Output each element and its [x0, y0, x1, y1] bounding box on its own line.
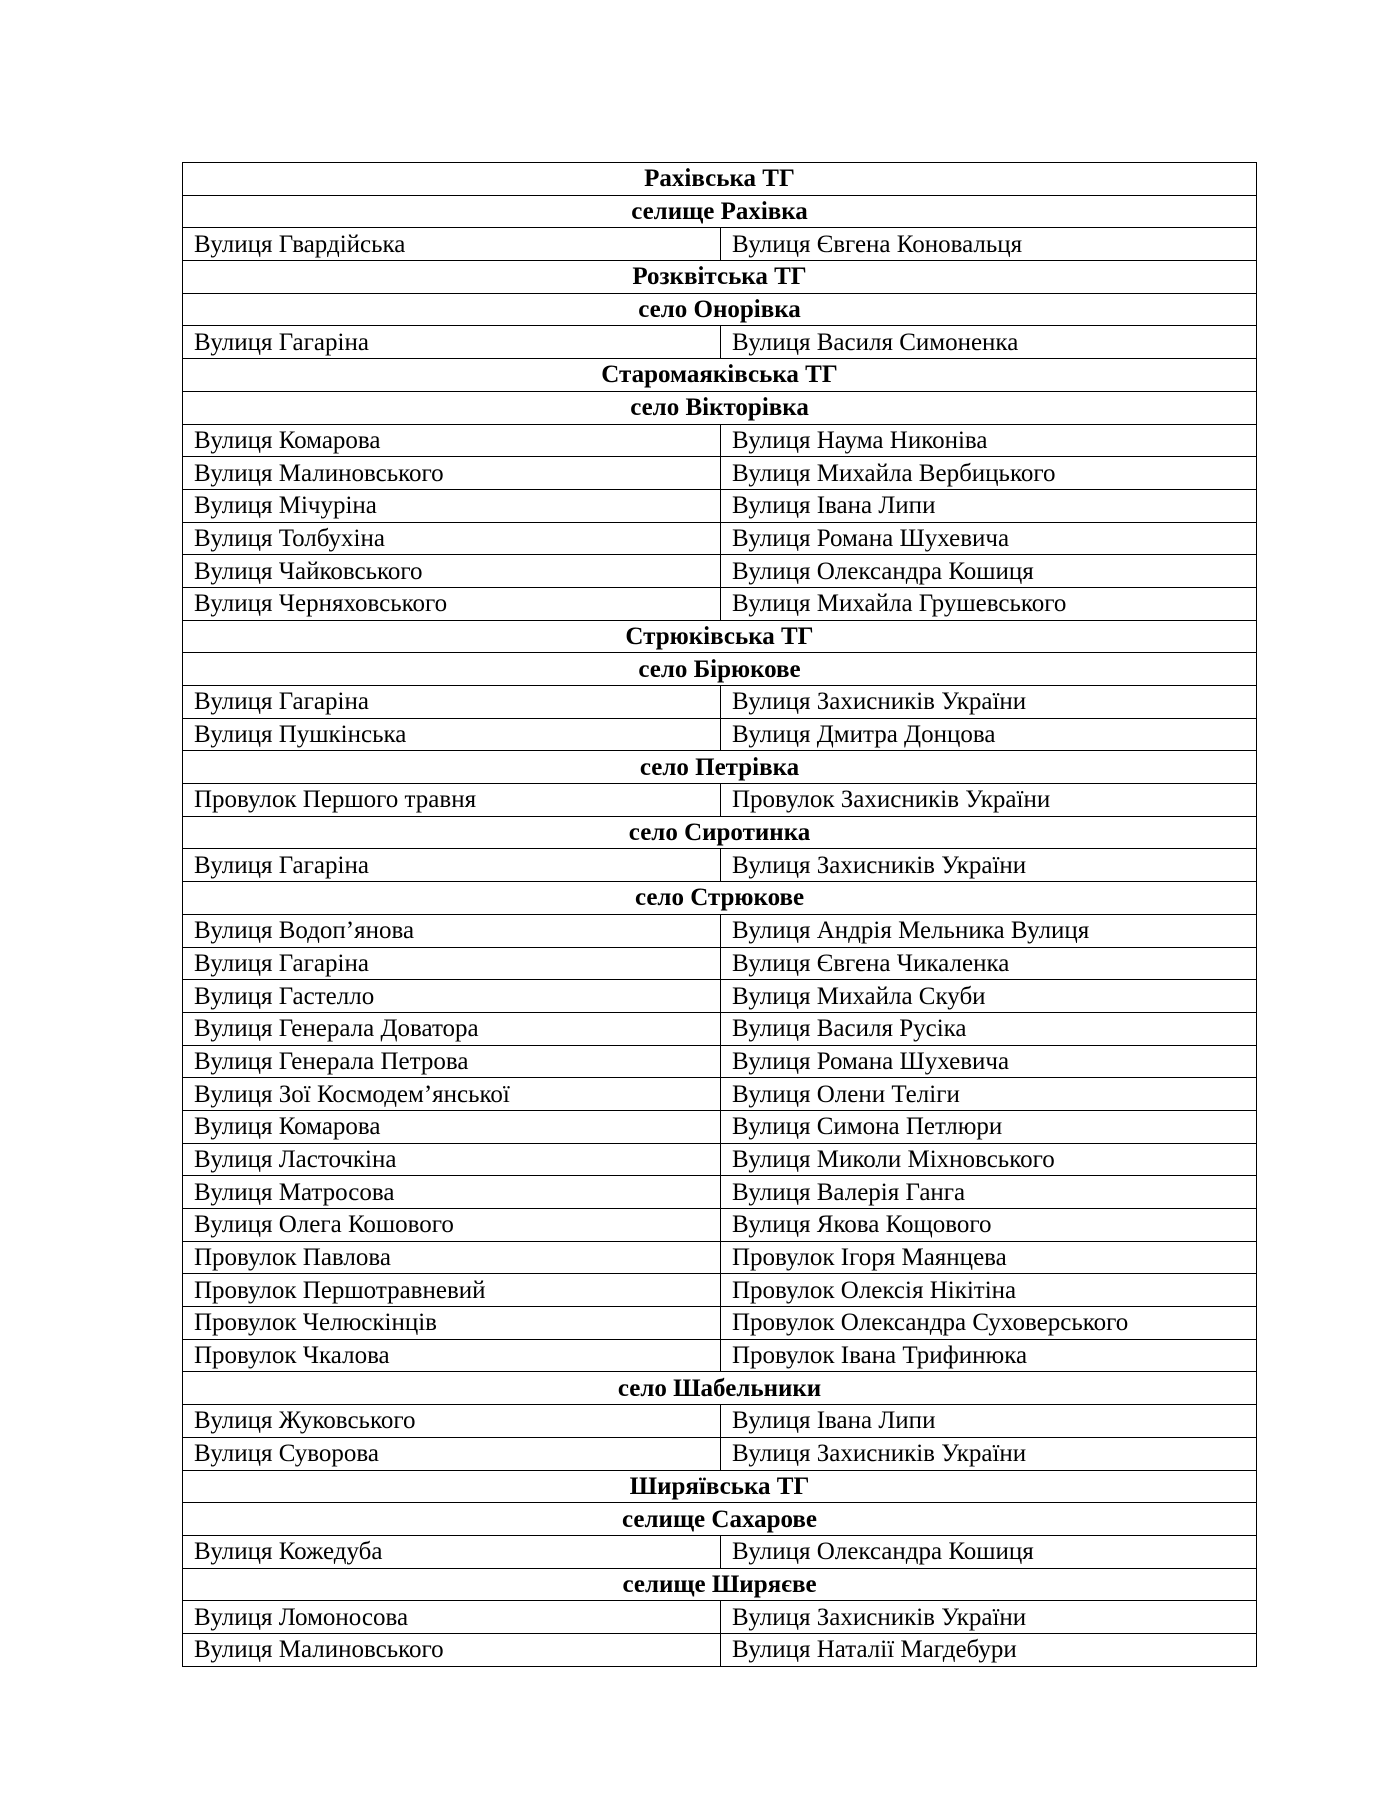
new-street-name: Вулиця Наталії Магдебури	[721, 1633, 1257, 1666]
new-street-name: Вулиця Василя Русіка	[721, 1012, 1257, 1045]
settlement-header-row	[183, 391, 1257, 424]
old-street-name: Вулиця Гагаріна	[183, 849, 721, 882]
community-name: Рахівська ТГ	[183, 163, 1257, 196]
table-row	[183, 947, 1257, 980]
table-row	[183, 686, 1257, 719]
old-street-name: Вулиця Мічуріна	[183, 489, 721, 522]
new-street-name: Вулиця Захисників України	[721, 686, 1257, 719]
community-header-row	[183, 163, 1257, 196]
new-street-name: Вулиця Захисників України	[721, 1601, 1257, 1634]
settlement-header-row	[183, 1503, 1257, 1536]
table-row	[183, 555, 1257, 588]
old-street-name: Вулиця Кожедуба	[183, 1535, 721, 1568]
new-street-name: Вулиця Романа Шухевича	[721, 1045, 1257, 1078]
new-street-name: Вулиця Якова Кощового	[721, 1209, 1257, 1242]
old-street-name: Вулиця Черняховського	[183, 587, 721, 620]
table-row	[183, 1307, 1257, 1340]
settlement-name: село Вікторівка	[183, 391, 1257, 424]
old-street-name: Провулок Павлова	[183, 1241, 721, 1274]
old-street-name: Вулиця Водоп’янова	[183, 914, 721, 947]
new-street-name: Вулиця Михайла Грушевського	[721, 587, 1257, 620]
table-row	[183, 1339, 1257, 1372]
community-header-row	[183, 620, 1257, 653]
settlement-name: село Бірюкове	[183, 653, 1257, 686]
old-street-name: Вулиця Олега Кошового	[183, 1209, 721, 1242]
old-street-name: Вулиця Толбухіна	[183, 522, 721, 555]
new-street-name: Вулиця Олександра Кошиця	[721, 555, 1257, 588]
settlement-header-row	[183, 195, 1257, 228]
table-row	[183, 1209, 1257, 1242]
old-street-name: Вулиця Ласточкіна	[183, 1143, 721, 1176]
old-street-name: Вулиця Гагаріна	[183, 947, 721, 980]
table-row	[183, 522, 1257, 555]
community-header-row	[183, 261, 1257, 294]
old-street-name: Вулиця Гагаріна	[183, 326, 721, 359]
table-row	[183, 1078, 1257, 1111]
table-row	[183, 1045, 1257, 1078]
settlement-header-row	[183, 751, 1257, 784]
old-street-name: Вулиця Пушкінська	[183, 718, 721, 751]
new-street-name: Вулиця Василя Симоненка	[721, 326, 1257, 359]
table-row	[183, 424, 1257, 457]
table-row	[183, 718, 1257, 751]
new-street-name: Вулиця Олександра Кошиця	[721, 1535, 1257, 1568]
settlement-header-row	[183, 882, 1257, 915]
table-row	[183, 1241, 1257, 1274]
table-row	[183, 1176, 1257, 1209]
old-street-name: Вулиця Комарова	[183, 424, 721, 457]
new-street-name: Вулиця Євгена Чикаленка	[721, 947, 1257, 980]
table-row	[183, 1110, 1257, 1143]
table-row	[183, 1535, 1257, 1568]
community-header-row	[183, 1470, 1257, 1503]
table-row	[183, 457, 1257, 490]
table-row	[183, 587, 1257, 620]
new-street-name: Вулиця Валерія Ганга	[721, 1176, 1257, 1209]
new-street-name: Вулиця Андрія Мельника Вулиця	[721, 914, 1257, 947]
new-street-name: Провулок Олександра Суховерського	[721, 1307, 1257, 1340]
table-row	[183, 228, 1257, 261]
new-street-name: Провулок Захисників України	[721, 784, 1257, 817]
table-row	[183, 1437, 1257, 1470]
new-street-name: Вулиця Романа Шухевича	[721, 522, 1257, 555]
new-street-name: Вулиця Михайла Вербицького	[721, 457, 1257, 490]
table-row	[183, 1405, 1257, 1438]
settlement-name: селище Сахарове	[183, 1503, 1257, 1536]
settlement-header-row	[183, 816, 1257, 849]
settlement-header-row	[183, 653, 1257, 686]
table-row	[183, 1633, 1257, 1666]
old-street-name: Вулиця Комарова	[183, 1110, 721, 1143]
old-street-name: Вулиця Генерала Петрова	[183, 1045, 721, 1078]
table-body	[183, 163, 1257, 1667]
new-street-name: Вулиця Михайла Скуби	[721, 980, 1257, 1013]
old-street-name: Провулок Чкалова	[183, 1339, 721, 1372]
table-row	[183, 1274, 1257, 1307]
new-street-name: Провулок Івана Трифинюка	[721, 1339, 1257, 1372]
old-street-name: Вулиця Чайковського	[183, 555, 721, 588]
old-street-name: Вулиця Суворова	[183, 1437, 721, 1470]
old-street-name: Провулок Челюскінців	[183, 1307, 721, 1340]
settlement-header-row	[183, 1372, 1257, 1405]
settlement-name: село Онорівка	[183, 293, 1257, 326]
table-row	[183, 849, 1257, 882]
old-street-name: Вулиця Гастелло	[183, 980, 721, 1013]
new-street-name: Вулиця Захисників України	[721, 849, 1257, 882]
table-row	[183, 1143, 1257, 1176]
old-street-name: Вулиця Гвардійська	[183, 228, 721, 261]
new-street-name: Вулиця Олени Теліги	[721, 1078, 1257, 1111]
community-name: Старомаяківська ТГ	[183, 359, 1257, 392]
settlement-name: село Стрюкове	[183, 882, 1257, 915]
old-street-name: Вулиця Зої Космодем’янської	[183, 1078, 721, 1111]
settlement-name: село Сиротинка	[183, 816, 1257, 849]
community-name: Ширяївська ТГ	[183, 1470, 1257, 1503]
table-row	[183, 1601, 1257, 1634]
old-street-name: Вулиця Жуковського	[183, 1405, 721, 1438]
table-row	[183, 1012, 1257, 1045]
settlement-name: селище Рахівка	[183, 195, 1257, 228]
new-street-name: Вулиця Захисників України	[721, 1437, 1257, 1470]
new-street-name: Провулок Олексія Нікітіна	[721, 1274, 1257, 1307]
settlement-name: село Петрівка	[183, 751, 1257, 784]
table-row	[183, 326, 1257, 359]
old-street-name: Вулиця Генерала Доватора	[183, 1012, 721, 1045]
new-street-name: Вулиця Наума Никоніва	[721, 424, 1257, 457]
table-row	[183, 914, 1257, 947]
table-row	[183, 980, 1257, 1013]
old-street-name: Вулиця Матросова	[183, 1176, 721, 1209]
settlement-name: селище Ширяєве	[183, 1568, 1257, 1601]
new-street-name: Вулиця Миколи Міхновського	[721, 1143, 1257, 1176]
old-street-name: Вулиця Гагаріна	[183, 686, 721, 719]
new-street-name: Вулиця Симона Петлюри	[721, 1110, 1257, 1143]
new-street-name: Вулиця Дмитра Донцова	[721, 718, 1257, 751]
old-street-name: Вулиця Малиновського	[183, 1633, 721, 1666]
table-row	[183, 489, 1257, 522]
old-street-name: Провулок Першотравневий	[183, 1274, 721, 1307]
community-header-row	[183, 359, 1257, 392]
community-name: Стрюківська ТГ	[183, 620, 1257, 653]
settlement-header-row	[183, 293, 1257, 326]
new-street-name: Вулиця Івана Липи	[721, 489, 1257, 522]
new-street-name: Вулиця Євгена Коновальця	[721, 228, 1257, 261]
settlement-header-row	[183, 1568, 1257, 1601]
community-name: Розквітська ТГ	[183, 261, 1257, 294]
table-row	[183, 784, 1257, 817]
new-street-name: Провулок Ігоря Маянцева	[721, 1241, 1257, 1274]
new-street-name: Вулиця Івана Липи	[721, 1405, 1257, 1438]
settlement-name: село Шабельники	[183, 1372, 1257, 1405]
old-street-name: Провулок Першого травня	[183, 784, 721, 817]
old-street-name: Вулиця Ломоносова	[183, 1601, 721, 1634]
old-street-name: Вулиця Малиновського	[183, 457, 721, 490]
street-renaming-table	[182, 162, 1257, 1667]
